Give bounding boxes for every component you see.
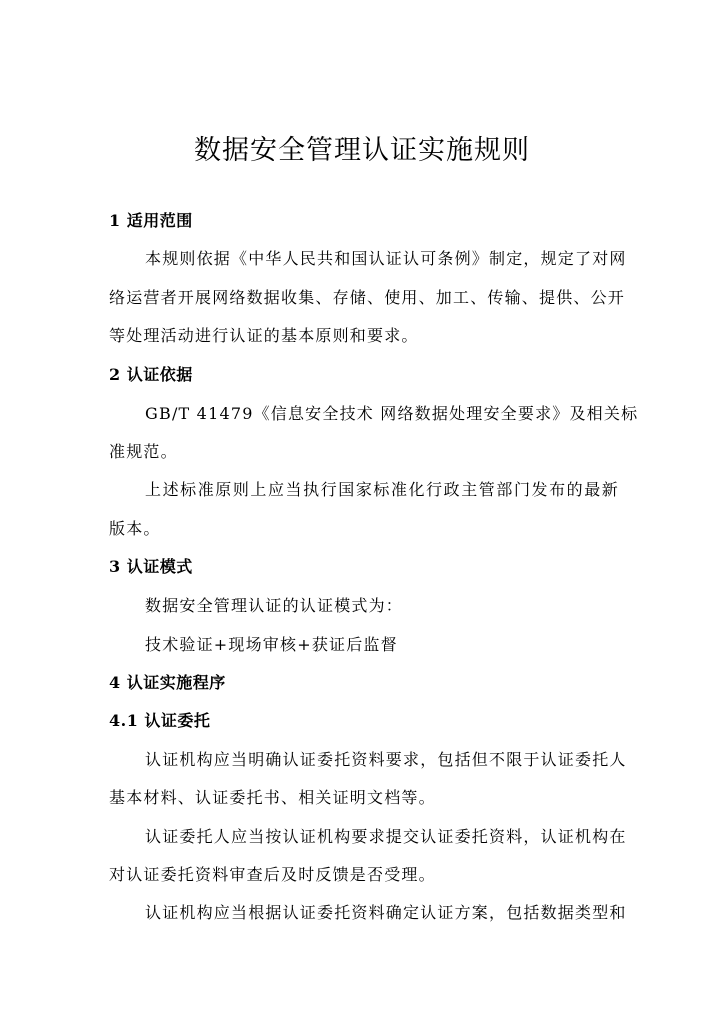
section-4-1-para-2-line-1: 认证委托人应当按认证机构要求提交认证委托资料，认证机构在	[145, 827, 627, 846]
section-3-para-2: 技术验证+现场审核+获证后监督	[145, 635, 398, 654]
section-4-1-para-2-line-2: 对认证委托资料审查后及时反馈是否受理。	[109, 865, 436, 884]
section-3-para-1: 数据安全管理认证的认证模式为：	[145, 596, 404, 615]
section-4-1-para-3-line-1: 认证机构应当根据认证委托资料确定认证方案，包括数据类型和	[145, 903, 627, 922]
document-title: 数据安全管理认证实施规则	[194, 135, 530, 166]
section-4-1-para-1-line-1: 认证机构应当明确认证委托资料要求，包括但不限于认证委托人	[145, 750, 627, 769]
section-4-1-heading: 4.1 认证委托	[109, 711, 211, 730]
section-1-para-line-2: 络运营者开展网络数据收集、存储、使用、加工、传输、提供、公开	[109, 288, 626, 307]
section-3-heading: 3 认证模式	[109, 557, 193, 576]
section-1-para-line-1: 本规则依据《中华人民共和国认证认可条例》制定，规定了对网	[145, 249, 627, 268]
section-2-para-2-line-2: 版本。	[109, 519, 161, 538]
section-4-heading: 4 认证实施程序	[109, 673, 226, 692]
section-2-para-1-line-1: GB/T 41479《信息安全技术 网络数据处理安全要求》及相关标	[145, 404, 639, 423]
section-2-para-1-line-2: 准规范。	[109, 442, 178, 461]
section-2-para-2-line-1: 上述标准原则上应当执行国家标准化行政主管部门发布的最新	[145, 480, 619, 499]
section-2-heading: 2 认证依据	[109, 365, 193, 384]
section-4-1-para-1-line-2: 基本材料、认证委托书、相关证明文档等。	[109, 788, 436, 807]
section-1-heading: 1 适用范围	[109, 211, 193, 230]
section-1-para-line-3: 等处理活动进行认证的基本原则和要求。	[109, 326, 419, 345]
